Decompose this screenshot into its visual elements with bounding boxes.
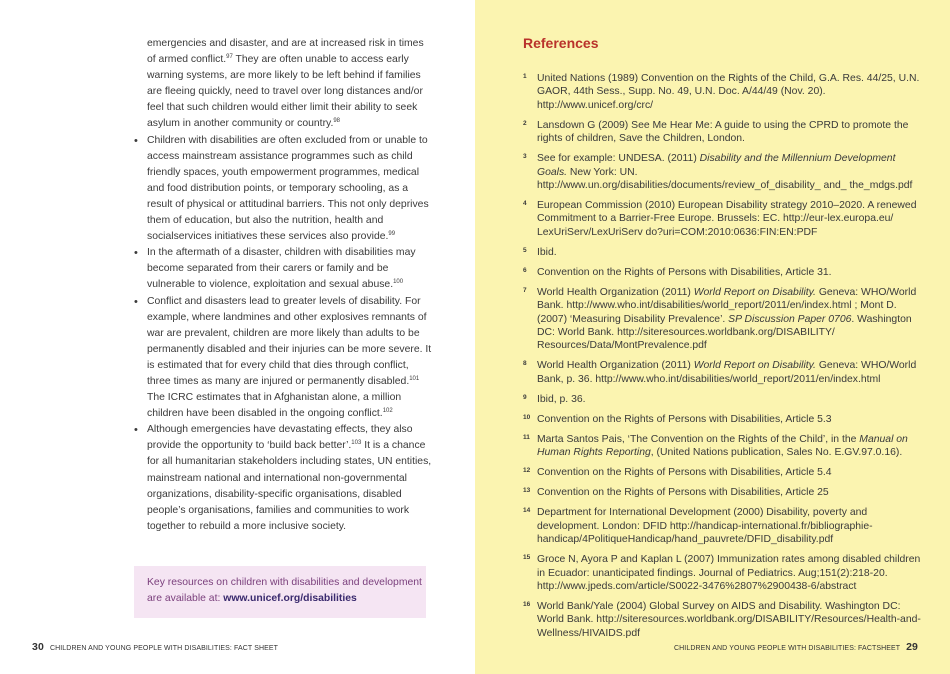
reference-text (537, 266, 921, 279)
right-page-footer (674, 641, 918, 653)
italic-title: SP Discussion Paper 0706 (728, 313, 852, 325)
reference-text (537, 286, 921, 353)
footnote-marker: 100 (393, 279, 404, 286)
callout-label: Key resources on children with disabilities and development are available at: (147, 577, 422, 604)
reference-number: 5 (523, 246, 527, 254)
text-run: They are often unable to access early warning systems, are more likely to be left behind if families are fleeing quickly, need to travel over long distances and/or feel that such children would either limit their ability to seek asylum in another community or country. (147, 54, 423, 130)
text-run: . Washington DC: World Bank. http://siteresources.worldbank.org/DISABILITY/ Resources/Data/MontPrevalence.pdf (537, 313, 912, 352)
reference-text (537, 433, 921, 460)
text-run: New York: UN. http://www.un.org/disabilities/documents/review_of_disability_ and_ the_mdgs.pdf (537, 166, 913, 192)
reference-text (537, 119, 921, 146)
reference-item (523, 433, 921, 460)
left-page-number: 30 (32, 641, 44, 653)
footnote-marker: 97 (226, 54, 233, 61)
reference-item (523, 466, 921, 479)
reference-text (537, 393, 921, 406)
reference-text (537, 506, 921, 546)
text-run: The ICRC estimates that in Afghanistan alone, a million children have been disabled in the ongoing conflict. (147, 392, 402, 420)
text-run: See for example: UNDESA. (2011) (537, 153, 700, 165)
reference-text (537, 466, 921, 479)
text-run: In the aftermath of a disaster, children with disabilities may become separated from their carers or family and be vulnerable to violence, exploitation and sexual abuse. (147, 247, 416, 291)
text-run: Department for International Development (2000) Disability, poverty and development. London: DFID http://handicap-international.fr/bibliographie-handicap/4PolitiqueHandicap/hand_pauvrete/DFID_disability.pdf (537, 507, 873, 546)
text-run: World Health Organization (2011) (537, 286, 694, 298)
reference-item (523, 486, 921, 499)
reference-item (523, 199, 921, 239)
text-run: Geneva: WHO/World Bank. http://www.who.int/disabilities/world_report/2011/en/index.html ; Mont D. (2007) ‘Measuring Disability Prevalence’. (537, 286, 917, 325)
reference-number: 10 (523, 413, 531, 421)
reference-text (537, 359, 921, 386)
text-run: Although emergencies have devastating effects, they also provide the opportunity to ‘build back better’. (147, 424, 413, 452)
text-run: World Bank/Yale (2004) Global Survey on AIDS and Disability. Washington DC: World Bank. http://siteresources.worldbank.org/DISABILITY/Resources/Health-and-Wellness/HIVAIDS.pdf (537, 600, 921, 639)
text-run: Groce N, Ayora P and Kaplan L (2007) Immunization rates among disabled children in Ecuador: unanticipated findings. Journal of Pediatrics. Aug;151(2):218-20. http://www.jpeds.com/article/S0022-3476%2807%2900438-6/abstract (537, 554, 921, 592)
reference-text (537, 413, 921, 426)
reference-item (523, 600, 921, 640)
footnote-marker: 98 (333, 118, 341, 125)
references-heading: References (523, 35, 599, 51)
left-page-footer (32, 641, 278, 653)
reference-item (523, 119, 921, 146)
reference-item (523, 413, 921, 426)
reference-number: 16 (523, 600, 531, 608)
text-run: Convention on the Rights of Persons with Disabilities, Article 31. (537, 266, 832, 278)
reference-item (523, 246, 921, 259)
intro-paragraph (147, 36, 435, 133)
italic-title: World Report on Disability. (693, 286, 816, 298)
text-run: European Commission (2010) European Disability strategy 2010–2020. A renewed Commitment to a Barrier-Free Europe. Brussels: EC. http://eur-lex.europa.eu/ LexUriServ/LexUriServ do?uri=COM:2010:0636:FIN:EN:PDF (537, 200, 917, 238)
reference-number: 12 (523, 467, 531, 475)
footnote-marker: 102 (382, 408, 393, 415)
reference-item (523, 152, 921, 192)
reference-text (537, 246, 921, 259)
reference-number: 14 (523, 507, 531, 515)
footnote-marker: 99 (388, 231, 396, 238)
text-run: Children with disabilities are often excluded from or unable to access mainstream assistance programmes such as child friendly spaces, youth empowerment programmes, medical and food distribution points, or temporary schooling, as a result of physical or attitudinal barriers. This not only deprives them of education, but also the nutrition, health and socialservices initiatives these services also provide. (147, 134, 429, 243)
reference-number: 1 (523, 73, 527, 80)
reference-text (537, 553, 921, 593)
footnote-marker: 101 (409, 375, 420, 382)
reference-item (523, 553, 921, 593)
unicef-disabilities-link[interactable]: www.unicef.org/disabilities (223, 593, 357, 604)
italic-title: Manual on Human Rights Reporting (537, 433, 908, 459)
italic-title: Disability and the Millennium Development Goals. (537, 153, 896, 178)
reference-number: 11 (523, 433, 530, 441)
text-run: Convention on the Rights of Persons with Disabilities, Article 25 (537, 487, 829, 499)
reference-number: 15 (523, 554, 531, 562)
bullet-item (147, 422, 435, 535)
text-run: emergencies and disaster, and are at increased risk in times of armed conflict. (147, 38, 424, 66)
reference-number: 8 (523, 360, 527, 368)
text-run: Convention on the Rights of Persons with Disabilities, Article 5.4 (537, 467, 832, 479)
reference-number: 3 (523, 153, 527, 161)
reference-item (523, 359, 921, 386)
reference-text (537, 199, 921, 239)
reference-item (523, 72, 921, 112)
reference-text (537, 600, 921, 640)
right-page-number: 29 (906, 641, 918, 653)
text-run: Convention on the Rights of Persons with Disabilities, Article 5.3 (537, 413, 832, 425)
text-run: Geneva: WHO/World Bank, p. 36. http://www.who.int/disabilities/world_report/2011/en/index.html (537, 360, 917, 385)
reference-item (523, 286, 921, 353)
callout-text (147, 575, 422, 607)
right-footer-title: CHILDREN AND YOUNG PEOPLE WITH DISABILITIES: FACTSHEET (673, 645, 901, 652)
right-page (475, 0, 950, 674)
body-text (147, 36, 435, 535)
reference-number: 2 (523, 119, 527, 127)
references-list (523, 72, 921, 647)
text-run: Marta Santos Pais, ‘The Convention on the Rights of the Child’, in the (537, 433, 860, 445)
bullet-list (147, 133, 435, 535)
text-run: Ibid, p. 36. (537, 393, 586, 405)
text-run: Lansdown G (2009) See Me Hear Me: A guide to using the CPRD to promote the rights of children, Save the Children, London. (537, 119, 909, 145)
reference-number: 6 (523, 266, 527, 274)
text-run: United Nations (1989) Convention on the Rights of the Child, G.A. Res. 44/25, U.N. GAOR, 44th Sess., Supp. No. 49, U.N. Doc. A/44/49 (Nov. 20). http://www.unicef.org/crc/ (537, 73, 920, 111)
text-run: , (United Nations publication, Sales No. E.GV.97.0.16). (650, 447, 903, 459)
text-run: World Health Organization (2011) (537, 360, 694, 372)
bullet-item (147, 133, 435, 246)
bullet-item (147, 294, 435, 423)
text-run: Ibid. (537, 246, 557, 258)
left-footer-title: CHILDREN AND YOUNG PEOPLE WITH DISABILITIES: FACT SHEET (49, 645, 279, 652)
footnote-marker: 103 (351, 440, 362, 447)
reference-number: 13 (523, 487, 531, 495)
bullet-item (147, 245, 435, 293)
text-run: Conflict and disasters lead to greater levels of disability. For example, where landmines and other explosives remnants of war are prevalent, children are more likely than adults to be permanently disabled and their injuries can be more severe. It is estimated that for every child that dies through conflict, three times as many are injured or permanently disabled. (147, 295, 432, 387)
reference-number: 7 (523, 286, 527, 294)
reference-text (537, 152, 921, 192)
reference-number: 4 (523, 200, 527, 208)
reference-item (523, 393, 921, 406)
reference-item (523, 266, 921, 279)
italic-title: World Report on Disability. (693, 360, 816, 372)
reference-text (537, 72, 921, 112)
reference-text (537, 486, 921, 499)
reference-number: 9 (523, 393, 527, 401)
text-run: It is a chance for all humanitarian stakeholders including states, UN entities, mainstream national and international non-governmental organizations, disability-specific organisations, disabled people’s organisations, families and communities to work together to rebuild a more inclusive society. (147, 440, 432, 532)
reference-item (523, 506, 921, 546)
resources-callout (134, 566, 426, 618)
